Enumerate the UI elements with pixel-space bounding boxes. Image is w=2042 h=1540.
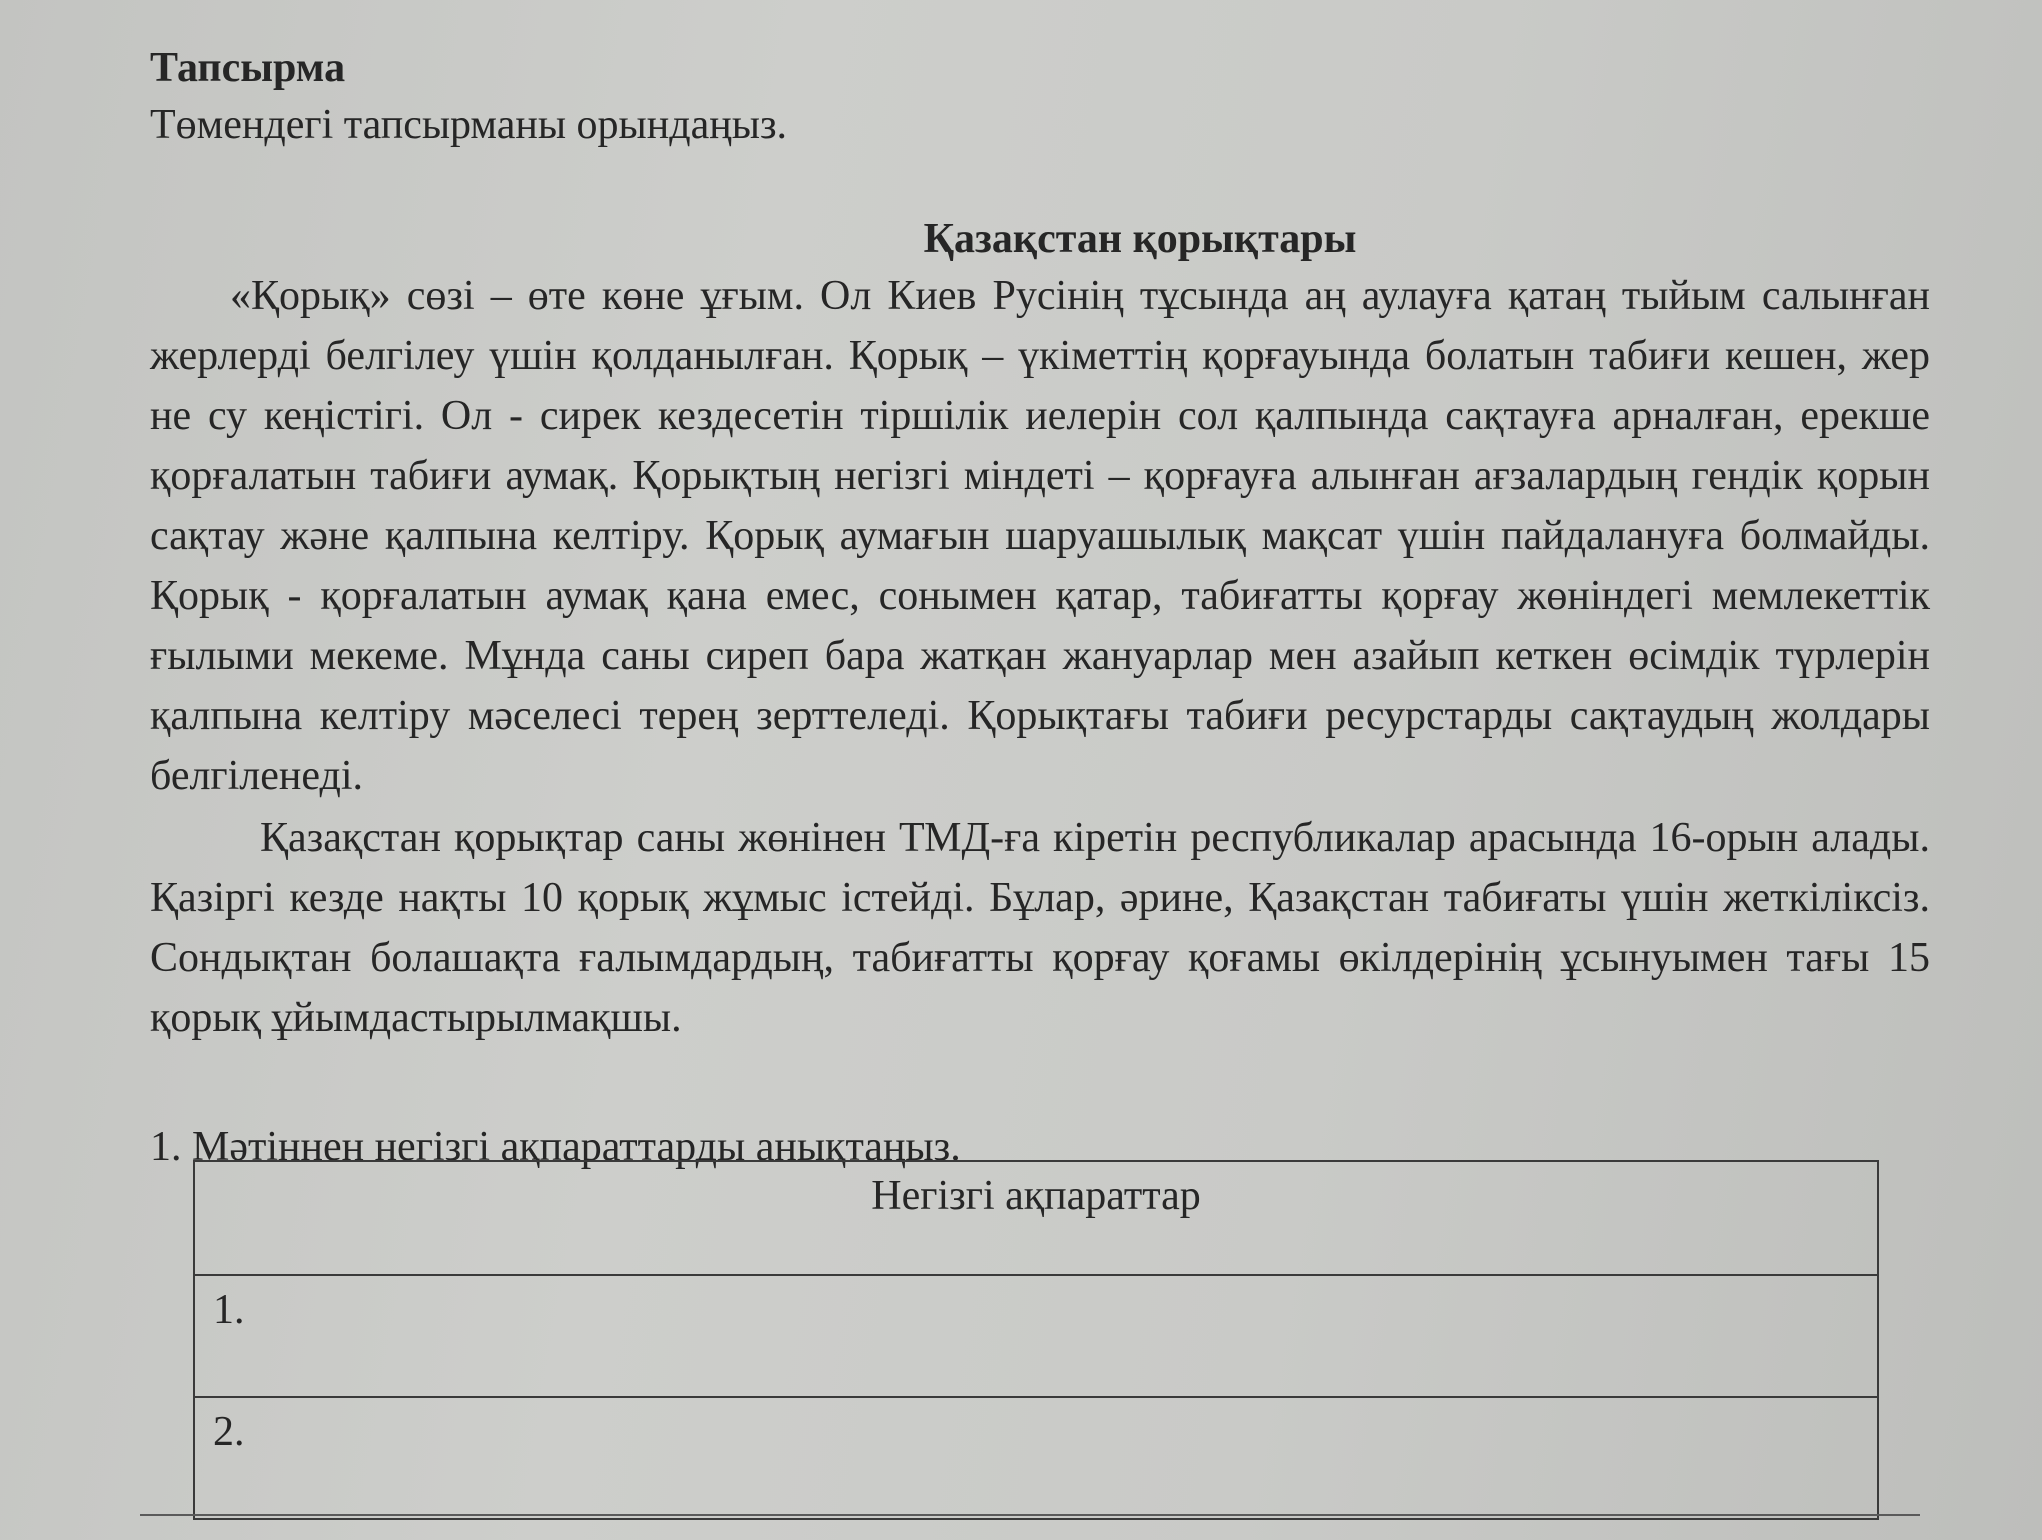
table-cell-1[interactable]: 1. bbox=[194, 1275, 1878, 1397]
article-title: Қазақстан қорықтары bbox=[923, 216, 1357, 262]
worksheet-content bbox=[150, 40, 1930, 1176]
question-1: 1. Мәтіннен негізгі ақпараттарды анықтаңыз. bbox=[150, 1124, 961, 1170]
task-instruction: Төмендегі тапсырманы орындаңыз. bbox=[150, 102, 788, 148]
article-paragraph-2: Қазақстан қорықтар саны жөнінен ТМД-ға кіретін республикалар арасында 16-орын алады. Қазіргі кезде нақты 10 қорық жұмыс істейді. Бұлар, әрине, Қазақстан табиғаты үшін жеткіліксіз. Сондықтан болашақта ғалымдардың, табиғатты қорғау қоғамы өкілдерінің ұсынуымен тағы 15 қорық ұйымдастырылмақшы. bbox=[150, 815, 1930, 1041]
table-row bbox=[194, 1275, 1878, 1397]
task-title: Тапсырма bbox=[150, 45, 346, 91]
table-header: Негізгі ақпараттар bbox=[194, 1161, 1878, 1275]
table-cell-2[interactable]: 2. bbox=[194, 1397, 1878, 1519]
article-paragraph-1: «Қорық» сөзі – өте көне ұғым. Ол Киев Русінің тұсында аң аулауға қатаң тыйым салынған жерлерді белгілеу үшін қолданылған. Қорық – үкіметтің қорғауында болатын табиғи кешен, жер не су кеңістігі. Ол - сирек кездесетін тіршілік иелерін сол қалпында сақтауға арналған, ерекше қорғалатын табиғи аумақ. Қорықтың негізгі міндеті – қорғауға алынған ағзалардың гендік қорын сақтау және қалпына келтіру. Қорық аумағын шаруашылық мақсат үшін пайдалануға болмайды. Қорық - қорғалатын аумақ қана емес, сонымен қатар, табиғатты қорғау жөніндегі мемлекеттік ғылыми мекеме. Мұнда саны сиреп бара жатқан жануарлар мен азайып кеткен өсімдік түрлерін қалпына келтіру мәселесі терең зерттеледі. Қорықтағы табиғи ресурстарды сақтаудың жолдары белгіленеді. bbox=[150, 273, 1930, 799]
table-row bbox=[194, 1397, 1878, 1519]
bottom-divider bbox=[140, 1514, 1920, 1516]
table-header-row bbox=[194, 1161, 1878, 1275]
key-information-table bbox=[193, 1160, 1879, 1520]
